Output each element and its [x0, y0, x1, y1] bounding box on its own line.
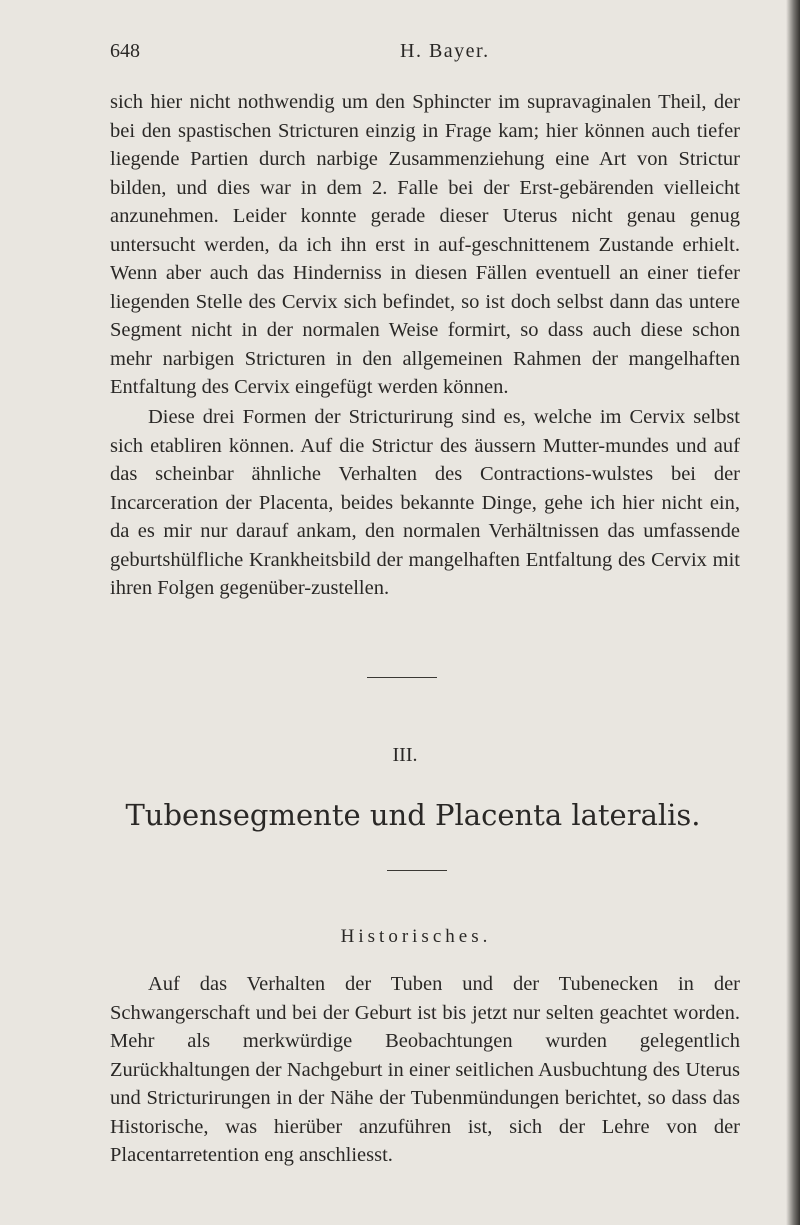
paragraph-3-text: Auf das Verhalten der Tuben und der Tubenecken in der Schwangerschaft und bei der Geburt ist bis jetzt nur selten geachtet worden. Mehr als merkwürdige Beobachtungen wurden gelegentlich Zurückhaltungen der Nachgeburt in einer seitlichen Ausbuchtung des Uterus und Stricturirungen in der Nähe der Tubenmündungen berichtet, so dass das Historische, was hierüber anzuführen ist, sich der Lehre von der Placentarretention eng anschliesst.: [110, 973, 740, 1166]
section-divider: [367, 677, 437, 678]
page-header: [110, 40, 750, 64]
running-head: H. Bayer.: [400, 40, 490, 62]
page-number: 648: [110, 40, 140, 62]
title-divider: [387, 870, 447, 871]
section-number: III.: [392, 744, 418, 766]
subheading: Historisches.: [340, 926, 492, 947]
binding-edge-shadow: [786, 0, 800, 1225]
paragraph-2: [110, 403, 740, 603]
paragraph-1: [110, 88, 740, 402]
paragraph-2-text: Diese drei Formen der Stricturirung sind es, welche im Cervix selbst sich etabliren können. Auf die Strictur des äussern Mutter-mundes und auf das scheinbar ähnliche Verhalten des Contractions-wulstes bei der Incarceration der Placenta, beides bekannte Dinge, gehe ich hier nicht ein, da es mir nur darauf ankam, den normalen Verhältnissen das umfassende geburtshülfliche Krankheitsbild der mangelhaften Entfaltung des Cervix mit ihren Folgen gegenüber-zustellen.: [110, 406, 740, 599]
paragraph-3: [110, 970, 740, 1170]
paragraph-1-text: sich hier nicht nothwendig um den Sphincter im supravaginalen Theil, der bei den spastischen Stricturen einzig in Frage kam; hier können auch tiefer liegende Partien durch narbige Zusammenziehung eine Art von Strictur bilden, und dies war in dem 2. Falle bei der Erst-gebärenden vielleicht anzunehmen. Leider konnte gerade dieser Uterus nicht genau genug untersucht werden, da ich ihn erst in auf-geschnittenem Zustande erhielt. Wenn aber auch das Hinderniss in diesen Fällen eventuell an einer tiefer liegenden Stelle des Cervix sich befindet, so ist doch selbst dann das untere Segment nicht in der normalen Weise formirt, so dass auch diese schon mehr narbigen Stricturen in den allgemeinen Rahmen der mangelhaften Entfaltung des Cervix eingefügt werden können.: [110, 91, 740, 398]
section-title: Tubensegmente und Placenta lateralis.: [125, 798, 701, 832]
